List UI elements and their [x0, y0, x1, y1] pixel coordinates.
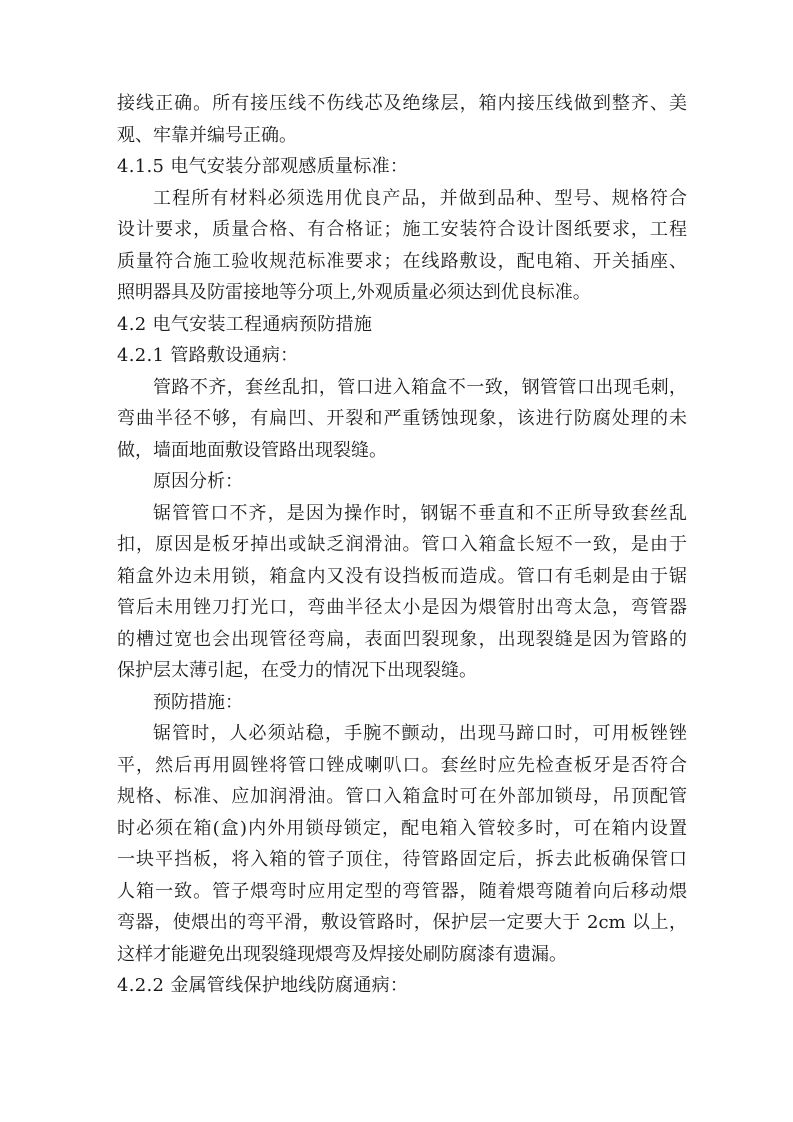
body-line: 弯器，使煨出的弯平滑，敷设管路时，保护层一定要大于 2cm 以上， [117, 912, 687, 933]
body-line: 观、牢靠并编号正确。 [117, 124, 297, 146]
body-line: 规格、标准、应加润滑油。管口入箱盒时可在外部加锁母，吊顶配管 [117, 786, 687, 807]
body-line: 平，然后再用圆锉将管口锉成喇叭口。套丝时应先检查板牙是否符合 [117, 754, 687, 776]
body-line: 的槽过宽也会出现管径弯扁，表面凹裂现象，出现裂缝是因为管路的 [117, 628, 687, 650]
body-line: 这样才能避免出现裂缝现煨弯及焊接处刷防腐漆有遗漏。 [117, 943, 567, 965]
body-line: 人箱一致。管子煨弯时应用定型的弯管器，随着煨弯随着向后移动煨 [117, 880, 687, 902]
body-line: 箱盒外边未用锁，箱盒内又没有设挡板而造成。管口有毛刺是由于锯 [117, 565, 687, 587]
section-heading-4-2-1: 4.2.1 管路敷设通病： [117, 345, 299, 366]
body-line: 管路不齐，套丝乱扣，管口进入箱盒不一致，钢管管口出现毛刺， [153, 376, 687, 398]
section-heading-4-1-5: 4.1.5 电气安装分部观感质量标准： [117, 156, 409, 177]
body-line: 扣，原因是板牙掉出或缺乏润滑油。管口入箱盒长短不一致，是由于 [117, 534, 687, 555]
body-line: 管后未用锉刀打光口，弯曲半径太小是因为煨管肘出弯太急，弯管器 [117, 597, 687, 618]
body-line: 照明器具及防雷接地等分项上,外观质量必须达到优良标准。 [117, 282, 591, 303]
section-heading-4-2: 4.2 电气安装工程通病预防措施 [117, 313, 373, 335]
body-line: 保护层太薄引起，在受力的情况下出现裂缝。 [117, 660, 477, 681]
body-line: 做，墙面地面敷设管路出现裂缝。 [117, 439, 387, 461]
body-line: 设计要求，质量合格、有合格证；施工安装符合设计图纸要求，工程 [117, 219, 687, 240]
section-heading-4-2-2: 4.2.2 金属管线保护地线防腐通病： [117, 975, 409, 996]
body-line: 锯管时，人必须站稳，手腕不颤动，出现马蹄口时，可用板锉锉 [153, 723, 687, 744]
subheading-prevention: 预防措施： [153, 691, 243, 713]
body-line: 一块平挡板，将入箱的管子顶住，待管路固定后，拆去此板确保管口 [117, 849, 687, 870]
body-line: 质量符合施工验收规范标准要求；在线路敷设，配电箱、开关插座、 [117, 250, 687, 272]
body-line: 接线正确。所有接压线不伤线芯及绝缘层，箱内接压线做到整齐、美 [117, 93, 687, 114]
body-line: 弯曲半径不够，有扁凹、开裂和严重锈蚀现象，该进行防腐处理的未 [117, 408, 687, 429]
body-line: 工程所有材料必须选用优良产品，并做到品种、型号、规格符合 [153, 187, 687, 209]
body-line: 锯管管口不齐，是因为操作时，钢锯不垂直和不正所导致套丝乱 [153, 502, 687, 524]
body-line: 时必须在箱(盒)内外用锁母锁定，配电箱入管较多时，可在箱内设置 [117, 817, 687, 839]
subheading-cause-analysis: 原因分析： [153, 471, 243, 492]
document-body [117, 88, 687, 1002]
